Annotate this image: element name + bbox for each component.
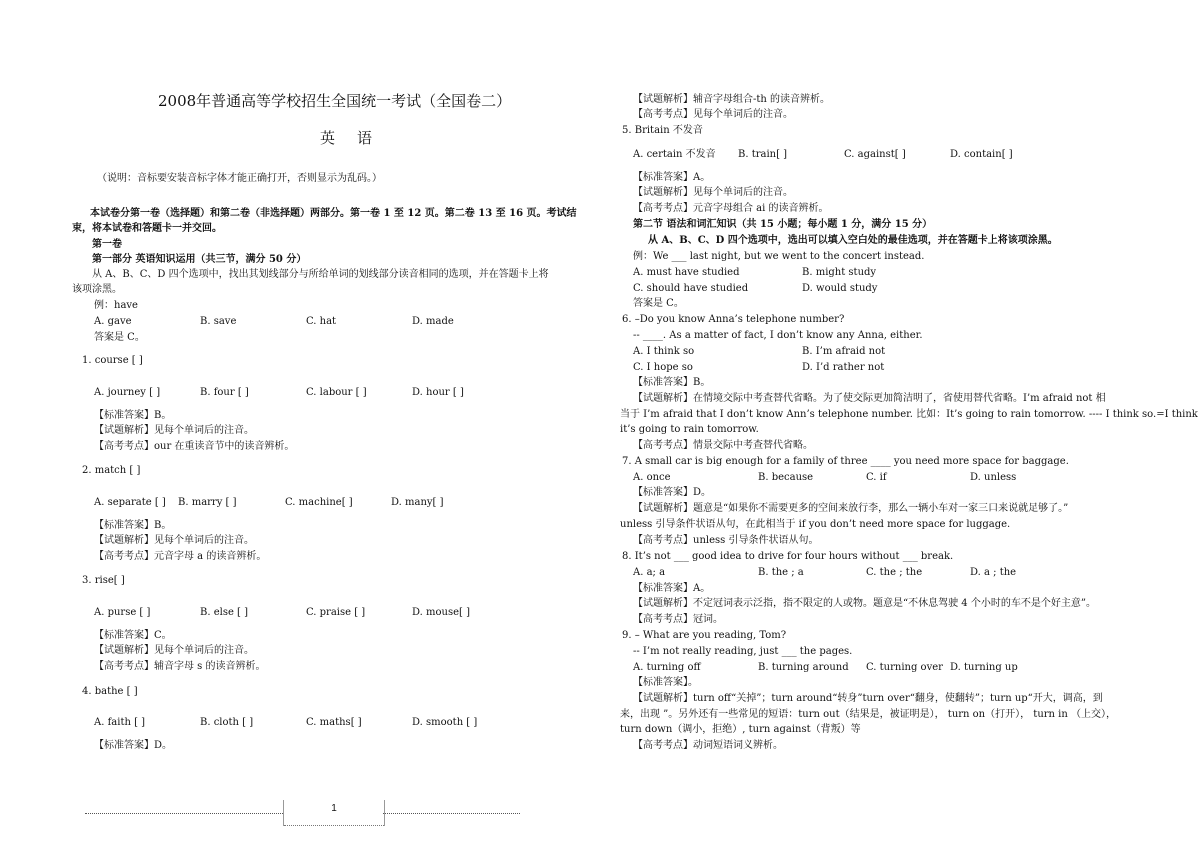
question-option: D. I’d rather not (802, 362, 885, 373)
question-option: C. machine[ ] (285, 497, 353, 508)
question-option: B. four [ ] (200, 387, 249, 398)
question-option: B. turning around (758, 662, 849, 673)
analysis: 【试题解析】在情境交际中考查替代省略。为了使交际更加简洁明了，省使用替代省略。I’m afraid not 相 (633, 393, 1106, 404)
question-option: C. praise [ ] (306, 607, 366, 618)
question-option: A. purse [ ] (94, 607, 151, 618)
question-stem: 8. It’s not ___ good idea to drive for four hours without ___ break. (622, 551, 954, 562)
section-2-heading: 第二节 语法和词汇知识（共 15 小题；每小题 1 分，满分 15 分） (633, 219, 933, 230)
section-2-instruction: 从 A、B、C、D 四个选项中，选出可以填入空白处的最佳选项，并在答题卡上将该项涂黑。 (648, 235, 1058, 246)
instruction-line-2: 该项涂黑。 (72, 284, 122, 295)
question-stem: 1. course [ ] (82, 355, 143, 366)
question-option: C. turning over (866, 662, 943, 673)
question-option: D. unless (970, 472, 1017, 483)
analysis: 【试题解析】辅音字母组合-th 的读音辨析。 (633, 94, 831, 105)
question-stem: 6. –Do you know Anna’s telephone number? (622, 314, 845, 325)
question-option: B. cloth [ ] (200, 717, 254, 728)
example-option: C. should have studied (633, 283, 749, 294)
exam-point: 【高考考点】见每个单词后的注音。 (633, 109, 793, 120)
analysis: 【试题解析】turn off“关掉”；turn around“转身”turn over“翻身，使翻转”；turn up“开大，调高，到 (633, 693, 1103, 704)
question-option: C. the ; the (866, 567, 923, 578)
question-option: B. because (758, 472, 814, 483)
example-option: A. gave (94, 316, 132, 327)
exam-point: 【高考考点】情景交际中考查替代省略。 (633, 440, 813, 451)
exam-point: 【高考考点】元音字母 a 的读音辨析。 (94, 551, 267, 562)
example-option: C. hat (306, 316, 337, 327)
note: （说明：音标要安装音标字体才能正确打开，否则显示为乱码。） (97, 173, 382, 184)
page-number: 1 (331, 803, 337, 814)
example-option: D. would study (802, 283, 878, 294)
exam-point: 【高考考点】辅音字母 s 的读音辨析。 (94, 661, 266, 672)
exam-point: 【高考考点】元音字母组合 ai 的读音辨析。 (633, 203, 829, 214)
footer-dots (284, 825, 384, 826)
question-option: C. against[ ] (844, 149, 906, 160)
analysis: 来，出现 ”。另外还有一些常见的短语：turn out（结果是，被证明是）， turn on（打开）， turn in （上交）， (620, 709, 1116, 720)
analysis: 【试题解析】见每个单词后的注音。 (633, 187, 793, 198)
question-stem: 4. bathe [ ] (82, 686, 138, 697)
question-option: C. maths[ ] (306, 717, 362, 728)
exam-point: 【高考考点】unless 引导条件状语从句。 (633, 535, 819, 546)
question-stem: -- I’m not really reading, just ___ the pages. (633, 646, 853, 657)
analysis: turn down（调小，拒绝）, turn against（背叛）等 (620, 724, 861, 735)
answer: 【标准答案】。 (633, 677, 698, 688)
question-option: D. turning up (950, 662, 1018, 673)
example-option: D. made (412, 316, 454, 327)
answer: 【标准答案】D。 (94, 740, 173, 751)
question-option: D. contain[ ] (950, 149, 1013, 160)
answer: 【标准答案】A。 (633, 583, 711, 594)
question-option: A. separate [ ] (94, 497, 166, 508)
question-stem: 3. rise[ ] (82, 575, 125, 586)
analysis: 【试题解析】见每个单词后的注音。 (94, 425, 254, 436)
exam-point: 【高考考点】冠词。 (633, 614, 723, 625)
question-option: A. certain 不发音 (633, 149, 716, 160)
question-option: C. if (866, 472, 887, 483)
example-option: B. might study (802, 267, 877, 278)
answer: 【标准答案】A。 (633, 172, 711, 183)
analysis: it’s going to rain tomorrow. (620, 424, 759, 435)
example-word: 例：have (94, 300, 138, 311)
question-option: D. smooth [ ] (412, 717, 478, 728)
answer: 【标准答案】B。 (633, 377, 711, 388)
example-option: B. save (200, 316, 237, 327)
example-answer: 答案是 C。 (94, 332, 145, 343)
question-option: C. I hope so (633, 362, 693, 373)
footer-rule-left (85, 813, 283, 814)
example-answer: 答案是 C。 (633, 298, 684, 309)
page-number-box (283, 800, 385, 826)
question-option: B. the ; a (758, 567, 804, 578)
question-option: B. else [ ] (200, 607, 249, 618)
question-stem: -- ____. As a matter of fact, I don’t know any Anna, either. (633, 330, 923, 341)
example-stem: 例：We ___ last night, but we went to the concert instead. (633, 251, 925, 262)
answer: 【标准答案】D。 (633, 487, 712, 498)
answer: 【标准答案】B。 (94, 520, 172, 531)
analysis: 当于 I’m afraid that I don’t know Ann’s telephone number. 比如：It’s going to rain tomorrow. ---- I think so.=I think (620, 409, 1198, 420)
question-option: C. labour [ ] (306, 387, 367, 398)
subject-title: 英语 (320, 129, 395, 147)
question-option: A. once (633, 472, 671, 483)
intro-line-2: 束，将本试卷和答题卡一并交回。 (72, 223, 222, 234)
question-stem: 9. – What are you reading, Tom? (622, 630, 787, 641)
exam-point: 【高考考点】动词短语词义辨析。 (633, 740, 783, 751)
answer: 【标准答案】C。 (94, 630, 172, 641)
intro-line-1: 本试卷分第一卷（选择题）和第二卷（非选择题）两部分。第一卷 1 至 12 页。第二卷 13 至 16 页。考试结 (90, 208, 577, 219)
volume-1: 第一卷 (92, 239, 122, 250)
analysis: 【试题解析】见每个单词后的注音。 (94, 535, 254, 546)
analysis: 【试题解析】题意是“如果你不需要更多的空间来放行李，那么一辆小车对一家三口来说就足够了。” (633, 503, 1069, 514)
question-option: D. mouse[ ] (412, 607, 470, 618)
footer-rule-right (383, 813, 520, 814)
question-option: A. journey [ ] (94, 387, 161, 398)
question-option: A. I think so (633, 346, 695, 357)
question-option: D. many[ ] (391, 497, 444, 508)
instruction-line-1: 从 A、B、C、D 四个选项中，找出其划线部分与所给单词的划线部分读音相同的选项，并在答题卡上将 (92, 269, 549, 280)
question-stem: 5. Britain 不发音 (622, 125, 703, 136)
example-option: A. must have studied (633, 267, 740, 278)
part-1-heading: 第一部分 英语知识运用（共三节，满分 50 分） (92, 254, 307, 265)
question-option: B. I’m afraid not (802, 346, 886, 357)
question-option: B. marry [ ] (178, 497, 237, 508)
question-option: A. faith [ ] (94, 717, 146, 728)
answer: 【标准答案】B。 (94, 410, 172, 421)
question-option: A. turning off (633, 662, 701, 673)
question-option: B. train[ ] (738, 149, 788, 160)
analysis: 【试题解析】不定冠词表示泛指，指不限定的人或物。题意是“不休息驾驶 4 个小时的车不是个好主意”。 (633, 598, 1096, 609)
question-stem: 7. A small car is big enough for a family of three ____ you need more space for baggage. (622, 456, 1069, 467)
exam-point: 【高考考点】our 在重读音节中的读音辨析。 (94, 441, 295, 452)
question-option: D. a ; the (970, 567, 1017, 578)
analysis: 【试题解析】见每个单词后的注音。 (94, 645, 254, 656)
exam-title: 2008年普通高等学校招生全国统一考试（全国卷二） (158, 92, 512, 110)
question-stem: 2. match [ ] (82, 465, 141, 476)
analysis: unless 引导条件状语从句，在此相当于 if you don’t need more space for luggage. (620, 519, 1011, 530)
question-option: D. hour [ ] (412, 387, 464, 398)
question-option: A. a; a (633, 567, 666, 578)
